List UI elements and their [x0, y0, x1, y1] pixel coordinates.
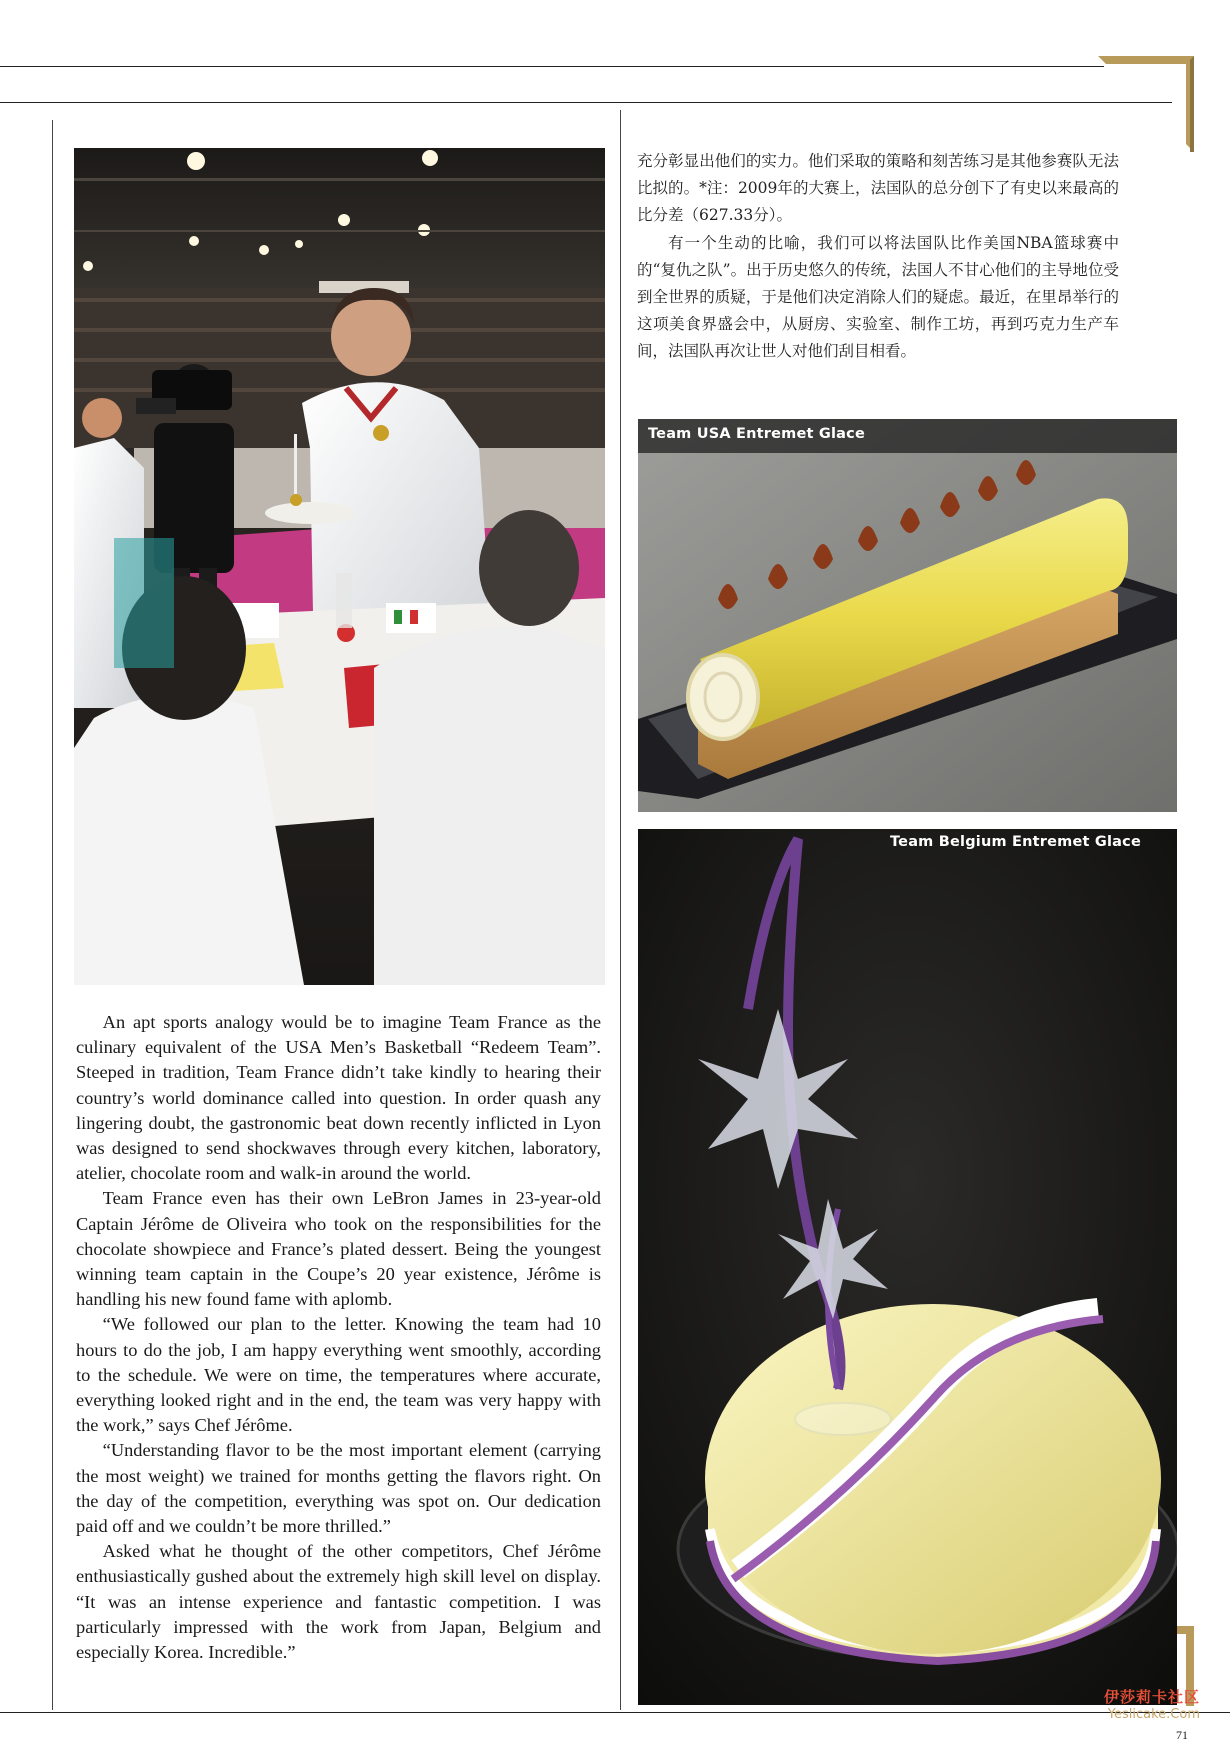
- page-number: 71: [1176, 1728, 1188, 1742]
- header-rule-top: [0, 66, 1104, 67]
- watermark-chinese: 伊莎莉卡社区: [1103, 1688, 1200, 1706]
- team-usa-caption: Team USA Entremet Glace: [648, 426, 865, 442]
- article-paragraph-1: An apt sports analogy would be to imagine Team France as the culinary equivalent of the USA Men’s Basketball “Redeem Team”. Steeped in tradition, Team France didn’t take kindly to hearing their country’s world dominance called into question. In order quash any lingering doubt, the gastronomic beat down recently inflicted in Lyon was designed to send shockwaves through every kitchen, laboratory, atelier, chocolate room and walk-in around the world.: [76, 1012, 601, 1184]
- footer-rule: [0, 1712, 1230, 1713]
- watermark-domain: Yeslicake.Com: [1107, 1707, 1200, 1722]
- column-rule-middle: [620, 110, 621, 1710]
- team-belgium-photo: [638, 829, 1177, 1705]
- article-paragraph-5: Asked what he thought of the other competitors, Chef Jérôme enthusiastically gushed about the extremely high skill level on display. “It was an intense experience and fantastic competition. I was particularly impressed with the work from Japan, Belgium and especially Korea. Incredible.”: [76, 1541, 601, 1663]
- chinese-paragraph-1: 充分彰显出他们的实力。他们采取的策略和刻苦练习是其他参赛队无法比拟的。*注：2009年的大赛上，法国队的总分创下了有史以来最高的比分差（627.33分）。: [637, 152, 1119, 225]
- team-belgium-caption: Team Belgium Entremet Glace: [890, 834, 1141, 850]
- chinese-text-block: [637, 148, 1119, 366]
- site-watermark: [1104, 1686, 1200, 1722]
- article-paragraph-4: “Understanding flavor to be the most important element (carrying the most weight) we trained for months getting the flavors right. On the day of the competition, everything was spot on. Our dedication paid off and we couldn’t be more thrilled.”: [76, 1440, 601, 1537]
- team-usa-photo: [638, 419, 1177, 812]
- gold-corner-ornament-top: [1098, 56, 1194, 152]
- competition-photo: [74, 148, 605, 985]
- header-rule-bottom: [0, 102, 1172, 103]
- chinese-paragraph-2: 有一个生动的比喻，我们可以将法国队比作美国NBA篮球赛中的“复仇之队”。出于历史悠久的传统，法国人不甘心他们的主导地位受到全世界的质疑，于是他们决定消除人们的疑虑。最近，在里昂举行的这项美食界盛会中，从厨房、实验室、制作工坊，再到巧克力生产车间，法国队再次让世人对他们刮目相看。: [637, 233, 1119, 361]
- article-paragraph-3: “We followed our plan to the letter. Knowing the team had 10 hours to do the job, I am happy everything went smoothly, according to the schedule. We were on time, the temperatures where accurate, everything looked right and in the end, the team was very happy with the work,” says Chef Jérôme.: [76, 1314, 601, 1436]
- column-rule-left: [52, 120, 53, 1710]
- article-paragraph-2: Team France even has their own LeBron James in 23-year-old Captain Jérôme de Oliveira who took on the responsibilities for the chocolate showpiece and France’s plated dessert. Being the youngest winning team captain in the Coupe’s 20 year existence, Jérôme is handling his new found fame with aplomb.: [76, 1188, 601, 1310]
- article-body: [76, 1010, 601, 1665]
